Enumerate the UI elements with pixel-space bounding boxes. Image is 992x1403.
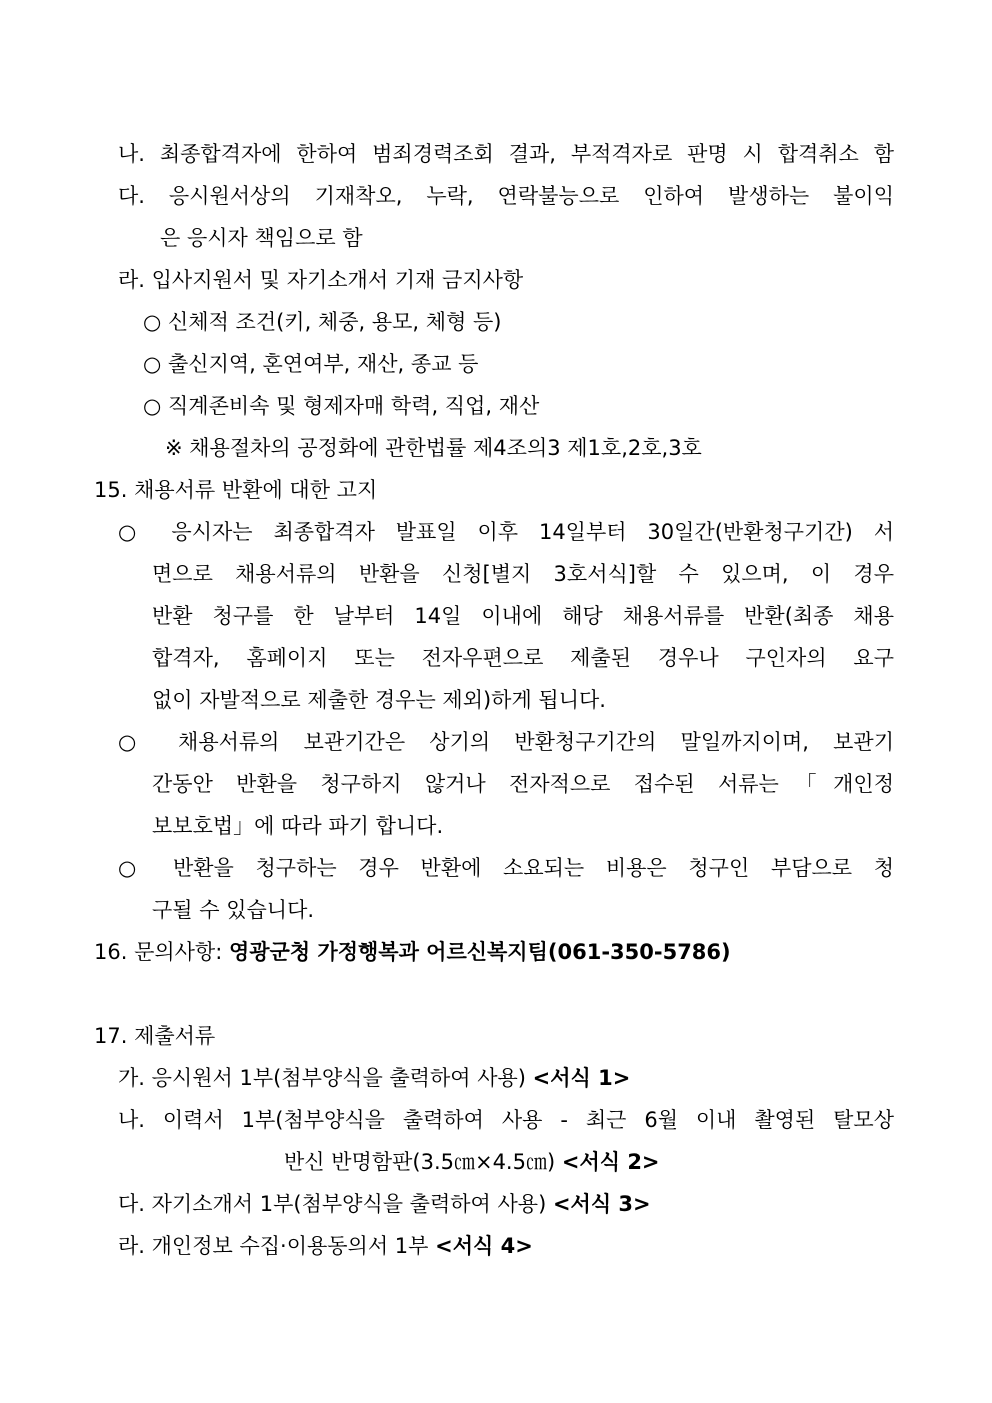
- section15-p1-line: 반환 청구를 한 날부터 14일 이내에 해당 채용서류를 반환(최종 채용: [152, 604, 894, 628]
- section15-p2-line: 보보호법」에 따라 파기 합니다.: [152, 814, 444, 838]
- section17-item-na-line1: 나. 이력서 1부(첨부양식을 출력하여 사용 - 최근 6월 이내 촬영된 탈모상: [118, 1108, 894, 1132]
- note-na: 나. 최종합격자에 한하여 범죄경력조회 결과, 부적격자로 판명 시 합격취소 함: [118, 142, 894, 166]
- section17-da-form: <서식 3>: [552, 1192, 651, 1216]
- note-ra-reference: ※ 채용절차의 공정화에 관한법률 제4조의3 제1호,2호,3호: [165, 436, 702, 460]
- section15-p1-line: 면으로 채용서류의 반환을 신청[별지 3호서식]할 수 있으며, 이 경우: [152, 562, 894, 586]
- section17-item-ra: [118, 1232, 533, 1260]
- note-da-line1: 다. 응시원서상의 기재착오, 누락, 연락불능으로 인하여 발생하는 불이익: [118, 184, 894, 208]
- note-da-line2: 은 응시자 책임으로 함: [160, 226, 363, 250]
- section15-p2-line: 간동안 반환을 청구하지 않거나 전자적으로 접수된 서류는「개인정: [152, 772, 894, 796]
- section15-p1-line: 없이 자발적으로 제출한 경우는 제외)하게 됩니다.: [152, 688, 606, 712]
- section15-p1-line: ○ 응시자는 최종합격자 발표일 이후 14일부터 30일간(반환청구기간) 서: [118, 520, 894, 544]
- section17-ra-form: <서식 4>: [435, 1234, 533, 1258]
- section15-p3-line: ○ 반환을 청구하는 경우 반환에 소요되는 비용은 청구인 부담으로 청: [118, 856, 894, 880]
- note-ra-item: ○ 신체적 조건(키, 체중, 용모, 체형 등): [143, 310, 502, 334]
- note-ra: 라. 입사지원서 및 자기소개서 기재 금지사항: [118, 268, 524, 292]
- section16-contact: 영광군청 가정행복과 어르신복지팀(061-350-5786): [228, 940, 731, 964]
- section15-title: 15. 채용서류 반환에 대한 고지: [94, 478, 378, 502]
- section16-label: 16. 문의사항:: [94, 940, 229, 964]
- section17-item-da: [118, 1190, 651, 1218]
- section17-da-text: 다. 자기소개서 1부(첨부양식을 출력하여 사용): [118, 1192, 553, 1216]
- section17-item-ga: [118, 1064, 630, 1092]
- section17-ga-text: 가. 응시원서 1부(첨부양식을 출력하여 사용): [118, 1066, 533, 1090]
- section17-ga-form: <서식 1>: [532, 1066, 631, 1090]
- section17-title: 17. 제출서류: [94, 1024, 216, 1048]
- note-ra-item: ○ 출신지역, 혼연여부, 재산, 종교 등: [143, 352, 479, 376]
- section15-p2-line: ○ 채용서류의 보관기간은 상기의 반환청구기간의 말일까지이며, 보관기: [118, 730, 894, 754]
- section17-item-na-line2: [284, 1148, 660, 1176]
- section16-inquiry: [94, 938, 731, 966]
- section17-na-form: <서식 2>: [561, 1150, 660, 1174]
- section17-na-text: 반신 반명함판(3.5㎝×4.5㎝): [284, 1150, 562, 1174]
- note-ra-item: ○ 직계존비속 및 형제자매 학력, 직업, 재산: [143, 394, 540, 418]
- section15-p3-line: 구될 수 있습니다.: [152, 898, 315, 922]
- section15-p1-line: 합격자, 홈페이지 또는 전자우편으로 제출된 경우나 구인자의 요구: [152, 646, 894, 670]
- section17-ra-text: 라. 개인정보 수집·이용동의서 1부: [118, 1234, 436, 1258]
